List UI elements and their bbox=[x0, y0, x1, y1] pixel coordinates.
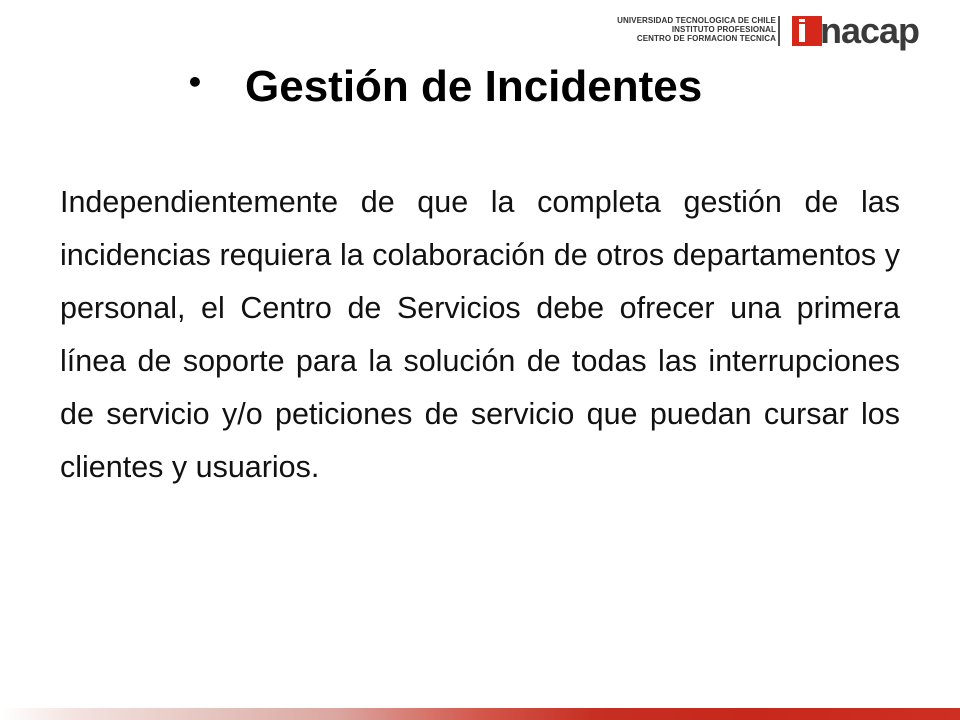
institution-logo bbox=[606, 10, 940, 54]
logo-divider bbox=[778, 16, 780, 46]
inacap-logo-mark-icon bbox=[792, 16, 822, 46]
slide-title: Gestión de Incidentes bbox=[245, 62, 703, 111]
brand-name: nacap bbox=[820, 10, 920, 51]
bottom-decorative-band bbox=[0, 708, 960, 720]
institution-text bbox=[617, 16, 776, 43]
body-paragraph: Independientemente de que la completa gestión de las incidencias requiera la colaboración de otros departamentos y personal, el Centro de Servicios debe ofrecer una primera línea de soporte para la solución de todas las interrupciones de servicio y/o peticiones de servicio que puedan cursar los clientes y usuarios. bbox=[60, 185, 900, 484]
institution-line-institute: INSTITUTO PROFESIONAL bbox=[671, 25, 776, 34]
title-bullet: • bbox=[186, 66, 204, 99]
institution-line-university: UNIVERSIDAD TECNOLOGICA DE CHILE bbox=[617, 16, 776, 25]
title-row bbox=[0, 62, 960, 122]
institution-line-center: CENTRO DE FORMACION TECNICA bbox=[636, 34, 776, 43]
